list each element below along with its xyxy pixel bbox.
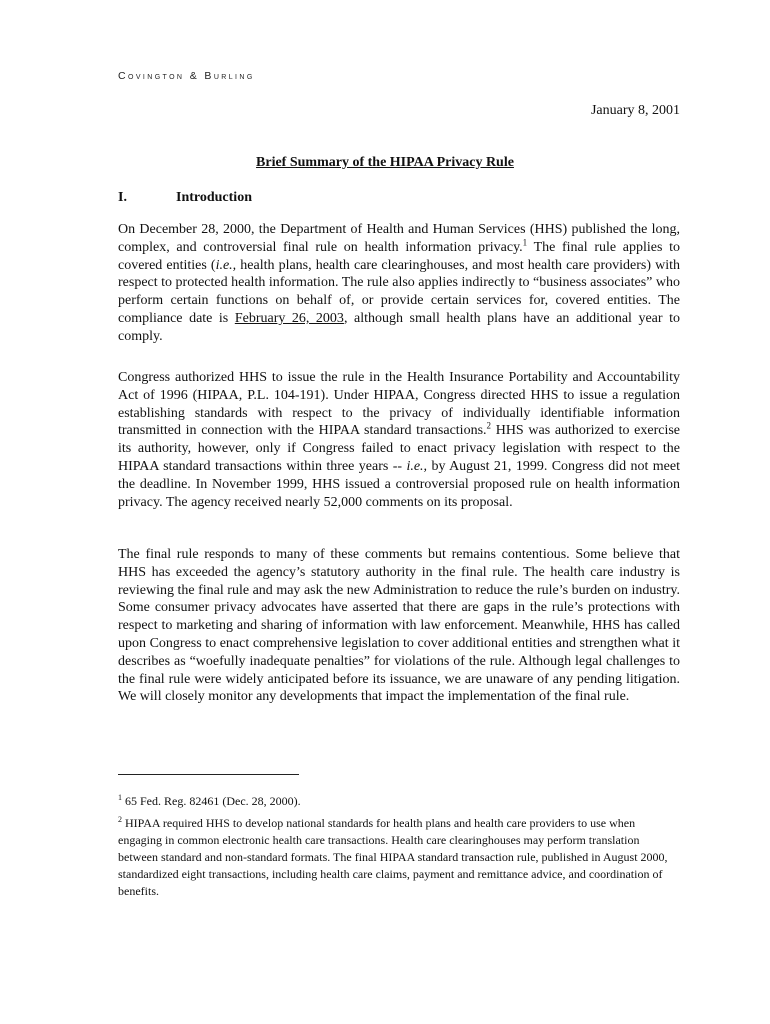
paragraph-1-ie: i.e., bbox=[215, 257, 237, 273]
footnote-ref-1: 1 bbox=[522, 237, 528, 248]
compliance-date: February 26, 2003 bbox=[234, 310, 344, 326]
paragraph-1-text-b: The final rule applies to covered entities ( bbox=[118, 239, 680, 273]
firm-letterhead: Covington & Burling bbox=[118, 70, 255, 82]
section-number: I. bbox=[118, 190, 127, 205]
paragraph-3: The final rule responds to many of these comments but remains contentious. Some believe that HHS has exceeded the agency’s statutory authority in the final rule. The health care industry is reviewing the final rule and may ask the new Administration to reduce the rule’s burden on industry. Some consumer privacy advocates have asserted that there are gaps in the rule’s protections with respect to marketing and sharing of information with law enforcement. Meanwhile, HHS has called upon Congress to enact comprehensive legislation to cover additional entities and strengthen what it describes as “woefully inadequate penalties” for violations of the rule. Although legal challenges to the final rule were widely anticipated before its issuance, we are unaware of any pending litigation. We will closely monitor any developments that impact the implementation of the final rule. bbox=[118, 547, 680, 705]
document-title: Brief Summary of the HIPAA Privacy Rule bbox=[256, 155, 514, 170]
section-title: Introduction bbox=[176, 190, 252, 205]
section-heading bbox=[118, 190, 252, 206]
footnote-2-marker: 2 bbox=[118, 815, 122, 824]
footnote-1 bbox=[118, 793, 673, 810]
footnote-ref-2: 2 bbox=[486, 420, 492, 431]
paragraph-1-text-c: health plans, health care clearinghouses, and most health care providers) with respect to protected health information. The rule also applies indirectly to “business associates” who perform certain functions on behalf of, or provide certain services for, covered entities. The compliance date is bbox=[118, 257, 680, 326]
footnote-separator bbox=[118, 774, 299, 775]
paragraph-2 bbox=[118, 369, 680, 511]
paragraph-1-text-d: , although small health plans have an additional year to comply. bbox=[118, 310, 680, 344]
footnote-2 bbox=[118, 815, 673, 900]
footnote-1-marker: 1 bbox=[118, 793, 122, 802]
footnote-2-text: HIPAA required HHS to develop national standards for health plans and health care providers to use when engaging in common electronic health care transactions. Health care clearinghouses may perform translation between standard and non-standard formats. The final HIPAA standard transaction rule, published in August 2000, standardized eight transactions, including health care claims, payment and remittance advice, and coordination of benefits. bbox=[118, 816, 668, 898]
document-date: January 8, 2001 bbox=[590, 103, 680, 118]
paragraph-2-text-c: by August 21, 1999. Congress did not meet the deadline. In November 1999, HHS issued a controversial proposed rule on health information privacy. The agency received nearly 52,000 comments on its proposal. bbox=[118, 458, 681, 510]
paragraph-1-text-a: On December 28, 2000, the Department of Health and Human Services (HHS) published the long, complex, and controversial final rule on health information privacy. bbox=[118, 222, 680, 255]
paragraph-1 bbox=[118, 221, 680, 346]
footnote-1-text: 65 Fed. Reg. 82461 (Dec. 28, 2000). bbox=[125, 794, 301, 808]
paragraph-2-text-b: HHS was authorized to exercise its authority, however, only if Congress failed to enact privacy legislation with respect to the HIPAA standard transactions within three years -- bbox=[118, 423, 681, 474]
paragraph-2-text-a: Congress authorized HHS to issue the rule in the Health Insurance Portability and Accountability Act of 1996 (HIPAA, P.L. 104-191). Under HIPAA, Congress directed HHS to issue a regulation establishing standards with respect to the privacy of individually identifiable information transmitted in connection with the HIPAA standard transactions. bbox=[118, 370, 680, 439]
paragraph-2-ie: i.e., bbox=[406, 458, 428, 474]
